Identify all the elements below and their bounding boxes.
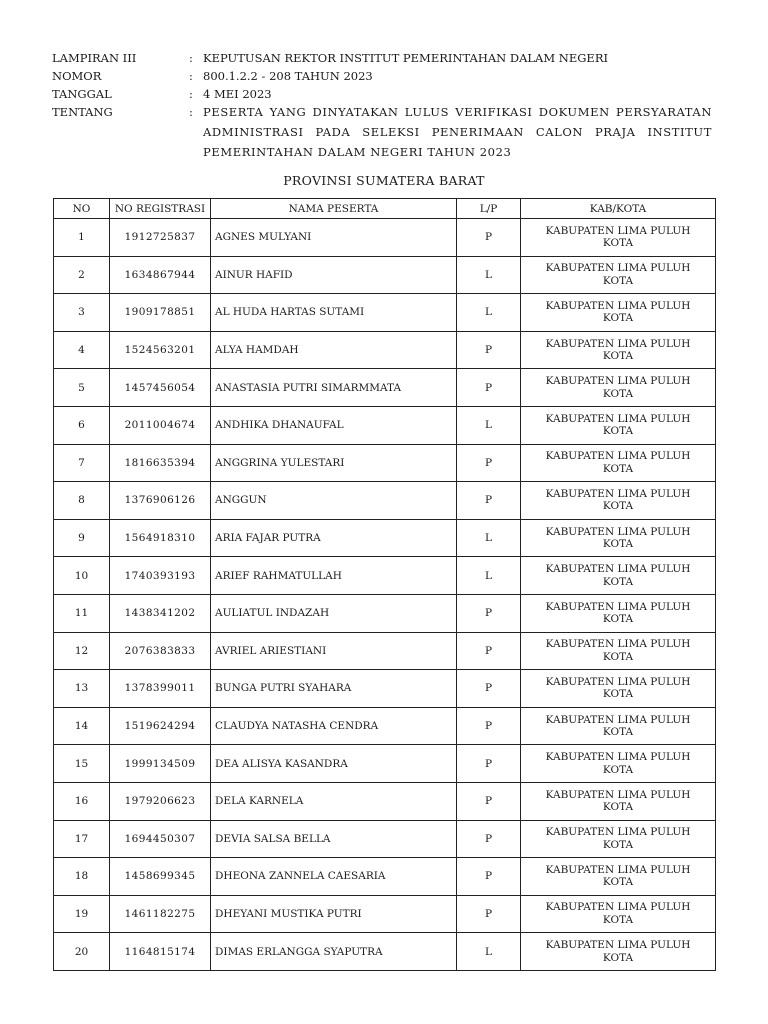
cell-registrasi: 1694450307 <box>110 820 211 858</box>
cell-no: 13 <box>54 670 110 708</box>
cell-registrasi: 1524563201 <box>110 331 211 369</box>
cell-no: 16 <box>54 782 110 820</box>
kab-kota-line-2: KOTA <box>602 425 634 438</box>
kab-kota-line-2: KOTA <box>602 538 634 551</box>
cell-kab-kota <box>521 858 716 896</box>
kab-kota-line-1: KABUPATEN LIMA PULUH <box>545 638 691 651</box>
tanggal-label: TANGGAL <box>52 87 112 101</box>
cell-kab-kota <box>521 594 716 632</box>
table-row <box>54 557 716 595</box>
table-row <box>54 858 716 896</box>
kab-kota-line-2: KOTA <box>602 274 634 287</box>
kab-kota-line-1: KABUPATEN LIMA PULUH <box>545 826 691 839</box>
table-row <box>54 406 716 444</box>
kab-kota-line-2: KOTA <box>602 613 634 626</box>
separator-colon: : <box>189 87 193 101</box>
header-row-tentang <box>52 104 712 162</box>
cell-lp: P <box>457 820 521 858</box>
cell-kab-kota <box>521 369 716 407</box>
cell-no: 6 <box>54 406 110 444</box>
cell-kab-kota <box>521 444 716 482</box>
cell-kab-kota <box>521 782 716 820</box>
cell-registrasi: 1564918310 <box>110 519 211 557</box>
header-row-nomor <box>52 68 712 84</box>
table-row <box>54 482 716 520</box>
kab-kota-line-1: KABUPATEN LIMA PULUH <box>545 487 691 500</box>
kab-kota-line-2: KOTA <box>602 951 634 964</box>
column-header-kab-kota: KAB/KOTA <box>521 199 716 219</box>
table-row <box>54 331 716 369</box>
cell-no: 14 <box>54 707 110 745</box>
nomor-label: NOMOR <box>52 69 102 83</box>
cell-lp: P <box>457 594 521 632</box>
cell-nama: DEA ALISYA KASANDRA <box>211 745 457 783</box>
kab-kota-line-2: KOTA <box>602 726 634 739</box>
table-row <box>54 369 716 407</box>
cell-nama: AINUR HAFID <box>211 256 457 294</box>
kab-kota-line-2: KOTA <box>602 688 634 701</box>
cell-registrasi: 1376906126 <box>110 482 211 520</box>
cell-no: 8 <box>54 482 110 520</box>
kab-kota-line-1: KABUPATEN LIMA PULUH <box>545 563 691 576</box>
cell-nama: DELA KARNELA <box>211 782 457 820</box>
cell-registrasi: 1519624294 <box>110 707 211 745</box>
cell-kab-kota <box>521 406 716 444</box>
table-row <box>54 519 716 557</box>
cell-lp: P <box>457 444 521 482</box>
cell-kab-kota <box>521 707 716 745</box>
separator-colon: : <box>189 69 193 83</box>
column-header-no: NO <box>54 199 110 219</box>
separator-colon: : <box>189 105 193 119</box>
kab-kota-line-2: KOTA <box>602 763 634 776</box>
table-row <box>54 933 716 971</box>
cell-registrasi: 1458699345 <box>110 858 211 896</box>
cell-registrasi: 2076383833 <box>110 632 211 670</box>
cell-no: 9 <box>54 519 110 557</box>
tentang-label: TENTANG <box>52 105 113 119</box>
cell-nama: DEVIA SALSA BELLA <box>211 820 457 858</box>
kab-kota-line-2: KOTA <box>602 650 634 663</box>
cell-nama: DHEONA ZANNELA CAESARIA <box>211 858 457 896</box>
table-row <box>54 707 716 745</box>
kab-kota-line-1: KABUPATEN LIMA PULUH <box>545 788 691 801</box>
kab-kota-line-1: KABUPATEN LIMA PULUH <box>545 675 691 688</box>
cell-nama: ALYA HAMDAH <box>211 331 457 369</box>
kab-kota-line-1: KABUPATEN LIMA PULUH <box>545 713 691 726</box>
table-row <box>54 256 716 294</box>
tentang-value: PESERTA YANG DINYATAKAN LULUS VERIFIKASI DOKUMEN PERSYARATAN ADMINISTRASI PADA SELEKSI PENERIMAAN CALON PRAJA INSTITUT PEMERINTAHAN DALAM NEGERI TAHUN 2023 <box>203 105 712 159</box>
cell-lp: P <box>457 670 521 708</box>
cell-nama: ARIEF RAHMATULLAH <box>211 557 457 595</box>
kab-kota-line-2: KOTA <box>602 500 634 513</box>
cell-registrasi: 1164815174 <box>110 933 211 971</box>
cell-no: 17 <box>54 820 110 858</box>
kab-kota-line-2: KOTA <box>602 387 634 400</box>
table-row <box>54 670 716 708</box>
column-header-lp: L/P <box>457 199 521 219</box>
kab-kota-line-1: KABUPATEN LIMA PULUH <box>545 224 691 237</box>
cell-nama: DIMAS ERLANGGA SYAPUTRA <box>211 933 457 971</box>
cell-nama: BUNGA PUTRI SYAHARA <box>211 670 457 708</box>
cell-registrasi: 1912725837 <box>110 219 211 257</box>
header-row-lampiran <box>52 50 712 66</box>
cell-no: 10 <box>54 557 110 595</box>
cell-no: 5 <box>54 369 110 407</box>
cell-lp: L <box>457 294 521 332</box>
cell-lp: P <box>457 632 521 670</box>
kab-kota-line-2: KOTA <box>602 350 634 363</box>
cell-registrasi: 1979206623 <box>110 782 211 820</box>
cell-lp: L <box>457 933 521 971</box>
kab-kota-line-1: KABUPATEN LIMA PULUH <box>545 525 691 538</box>
kab-kota-line-1: KABUPATEN LIMA PULUH <box>545 600 691 613</box>
cell-kab-kota <box>521 219 716 257</box>
table-row <box>54 594 716 632</box>
cell-no: 15 <box>54 745 110 783</box>
document-header <box>52 50 712 164</box>
nomor-value: 800.1.2.2 - 208 TAHUN 2023 <box>203 69 373 83</box>
cell-kab-kota <box>521 482 716 520</box>
cell-lp: P <box>457 482 521 520</box>
cell-lp: P <box>457 369 521 407</box>
cell-nama: ARIA FAJAR PUTRA <box>211 519 457 557</box>
table-row <box>54 745 716 783</box>
cell-no: 3 <box>54 294 110 332</box>
cell-kab-kota <box>521 632 716 670</box>
cell-kab-kota <box>521 895 716 933</box>
cell-kab-kota <box>521 933 716 971</box>
kab-kota-line-2: KOTA <box>602 838 634 851</box>
cell-no: 12 <box>54 632 110 670</box>
kab-kota-line-1: KABUPATEN LIMA PULUH <box>545 375 691 388</box>
cell-no: 19 <box>54 895 110 933</box>
cell-nama: ANGGUN <box>211 482 457 520</box>
table-body <box>54 219 716 971</box>
kab-kota-line-1: KABUPATEN LIMA PULUH <box>545 337 691 350</box>
lampiran-label: LAMPIRAN III <box>52 51 137 65</box>
cell-lp: L <box>457 519 521 557</box>
kab-kota-line-1: KABUPATEN LIMA PULUH <box>545 751 691 764</box>
cell-kab-kota <box>521 820 716 858</box>
kab-kota-line-1: KABUPATEN LIMA PULUH <box>545 939 691 952</box>
kab-kota-line-2: KOTA <box>602 876 634 889</box>
kab-kota-line-1: KABUPATEN LIMA PULUH <box>545 863 691 876</box>
column-header-registrasi: NO REGISTRASI <box>110 199 211 219</box>
participant-table <box>53 198 716 971</box>
kab-kota-line-1: KABUPATEN LIMA PULUH <box>545 412 691 425</box>
cell-registrasi: 1457456054 <box>110 369 211 407</box>
cell-nama: ANASTASIA PUTRI SIMARMMATA <box>211 369 457 407</box>
kab-kota-line-2: KOTA <box>602 801 634 814</box>
kab-kota-line-1: KABUPATEN LIMA PULUH <box>545 450 691 463</box>
cell-lp: P <box>457 331 521 369</box>
cell-registrasi: 1999134509 <box>110 745 211 783</box>
cell-nama: CLAUDYA NATASHA CENDRA <box>211 707 457 745</box>
cell-lp: P <box>457 219 521 257</box>
cell-kab-kota <box>521 294 716 332</box>
cell-lp: L <box>457 406 521 444</box>
cell-nama: DHEYANI MUSTIKA PUTRI <box>211 895 457 933</box>
cell-kab-kota <box>521 557 716 595</box>
cell-kab-kota <box>521 670 716 708</box>
cell-no: 1 <box>54 219 110 257</box>
cell-no: 4 <box>54 331 110 369</box>
cell-registrasi: 1461182275 <box>110 895 211 933</box>
cell-no: 20 <box>54 933 110 971</box>
kab-kota-line-1: KABUPATEN LIMA PULUH <box>545 299 691 312</box>
header-row-tanggal <box>52 86 712 102</box>
cell-nama: ANDHIKA DHANAUFAL <box>211 406 457 444</box>
kab-kota-line-2: KOTA <box>602 575 634 588</box>
cell-registrasi: 1740393193 <box>110 557 211 595</box>
cell-kab-kota <box>521 331 716 369</box>
cell-lp: L <box>457 256 521 294</box>
cell-nama: AL HUDA HARTAS SUTAMI <box>211 294 457 332</box>
cell-no: 7 <box>54 444 110 482</box>
cell-kab-kota <box>521 519 716 557</box>
kab-kota-line-2: KOTA <box>602 462 634 475</box>
tanggal-value: 4 MEI 2023 <box>203 87 272 101</box>
province-subtitle: PROVINSI SUMATERA BARAT <box>283 173 485 188</box>
lampiran-value: KEPUTUSAN REKTOR INSTITUT PEMERINTAHAN DALAM NEGERI <box>203 51 609 65</box>
cell-registrasi: 1909178851 <box>110 294 211 332</box>
column-header-nama: NAMA PESERTA <box>211 199 457 219</box>
cell-no: 11 <box>54 594 110 632</box>
cell-lp: P <box>457 895 521 933</box>
cell-no: 18 <box>54 858 110 896</box>
cell-nama: ANGGRINA YULESTARI <box>211 444 457 482</box>
table-row <box>54 294 716 332</box>
cell-lp: P <box>457 858 521 896</box>
cell-kab-kota <box>521 256 716 294</box>
cell-registrasi: 1634867944 <box>110 256 211 294</box>
cell-registrasi: 1378399011 <box>110 670 211 708</box>
cell-lp: P <box>457 745 521 783</box>
cell-no: 2 <box>54 256 110 294</box>
cell-registrasi: 1816635394 <box>110 444 211 482</box>
kab-kota-line-1: KABUPATEN LIMA PULUH <box>545 901 691 914</box>
kab-kota-line-2: KOTA <box>602 312 634 325</box>
cell-lp: P <box>457 707 521 745</box>
cell-lp: L <box>457 557 521 595</box>
table-row <box>54 895 716 933</box>
kab-kota-line-1: KABUPATEN LIMA PULUH <box>545 262 691 275</box>
kab-kota-line-2: KOTA <box>602 237 634 250</box>
table-row <box>54 820 716 858</box>
cell-kab-kota <box>521 745 716 783</box>
cell-registrasi: 2011004674 <box>110 406 211 444</box>
table-row <box>54 219 716 257</box>
cell-nama: AULIATUL INDAZAH <box>211 594 457 632</box>
table-row <box>54 632 716 670</box>
table-row <box>54 782 716 820</box>
separator-colon: : <box>189 51 193 65</box>
cell-registrasi: 1438341202 <box>110 594 211 632</box>
cell-nama: AGNES MULYANI <box>211 219 457 257</box>
cell-lp: P <box>457 782 521 820</box>
kab-kota-line-2: KOTA <box>602 913 634 926</box>
table-header-row <box>54 199 716 219</box>
cell-nama: AVRIEL ARIESTIANI <box>211 632 457 670</box>
table-row <box>54 444 716 482</box>
